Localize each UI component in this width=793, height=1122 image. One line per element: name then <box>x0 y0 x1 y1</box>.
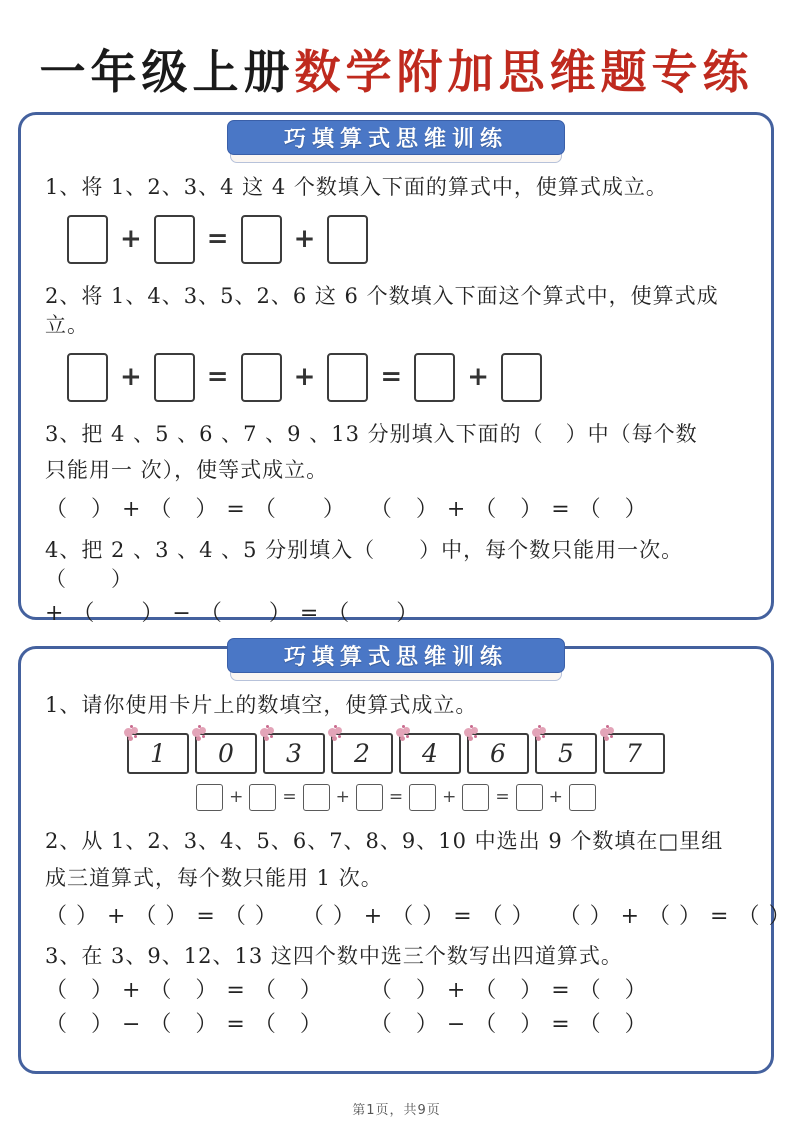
equals-operator: = <box>206 361 229 392</box>
section-2-panel <box>18 644 792 1074</box>
s2-question-1-text: 1、请你使用卡片上的数填空，使算式成立。 <box>45 693 478 717</box>
number-cards-row <box>45 733 747 774</box>
flower-icon <box>532 728 541 737</box>
number-card <box>127 733 189 774</box>
number-card <box>263 733 325 774</box>
answer-box <box>414 353 455 402</box>
card-digit: 0 <box>218 738 234 768</box>
s1-question-2-text: 2、将 1、4、3、5、2、6 这 6 个数填入下面这个算式中，使算式成立。 <box>45 284 719 337</box>
card-digit: 4 <box>422 738 438 768</box>
section-1-panel <box>18 112 774 627</box>
page-title-subject: 数学附加思维题专练 <box>294 45 754 99</box>
section-2-banner-wrap <box>227 638 565 673</box>
flower-icon <box>192 728 201 737</box>
page-title-grade: 一年级上册 <box>39 45 295 99</box>
answer-box <box>356 784 383 811</box>
s1-question-1-equation <box>67 215 747 264</box>
plus-operator: + <box>229 787 244 808</box>
answer-box <box>241 353 282 402</box>
number-card <box>535 733 597 774</box>
s2-question-3-blanks-row2: （ ） − （ ） = （ ） （ ） − （ ） = （ ） <box>45 1011 648 1037</box>
answer-box <box>67 215 108 264</box>
answer-box <box>516 784 543 811</box>
page-indicator: 第1页，共9页 <box>352 1103 441 1118</box>
s1-question-4-text-line1: 4、把 2 、3 、4 、5 分别填入（ ）中，每个数只能用一次。（ ） <box>45 538 684 591</box>
number-card <box>467 733 529 774</box>
s2-question-3-text: 3、在 3、9、12、13 这四个数中选三个数写出四道算式。 <box>45 943 623 968</box>
section-1-body <box>21 115 771 629</box>
s2-question-1-equation <box>45 784 747 811</box>
flower-icon <box>328 728 337 737</box>
plus-operator: + <box>120 361 142 392</box>
answer-box <box>462 784 489 811</box>
answer-box <box>501 353 542 402</box>
section-1-header: 巧填算式思维训练 <box>227 120 565 155</box>
card-digit: 1 <box>150 738 166 768</box>
section-1-banner-wrap <box>227 120 565 155</box>
equals-operator: = <box>282 787 297 808</box>
plus-operator: + <box>467 361 489 392</box>
equals-operator: = <box>495 787 510 808</box>
s2-question-2-text-line1: 2、从 1、2、3、4、5、6、7、8、9、10 中选出 9 个数填在□里组 <box>45 829 724 854</box>
number-card <box>399 733 461 774</box>
answer-box <box>67 353 108 402</box>
card-digit: 6 <box>490 738 506 768</box>
flower-icon <box>396 728 405 737</box>
card-digit: 3 <box>286 738 302 768</box>
card-digit: 7 <box>626 738 642 768</box>
plus-operator: + <box>548 787 563 808</box>
number-card <box>331 733 393 774</box>
equals-operator: = <box>380 361 403 392</box>
equals-operator: = <box>206 224 229 255</box>
flower-icon <box>464 728 473 737</box>
plus-operator: + <box>120 224 142 255</box>
s1-question-3-blanks: （ ） + （ ） = （ ） （ ） + （ ） = （ ） <box>45 496 648 522</box>
s1-question-2-equation <box>67 353 747 402</box>
answer-box <box>241 215 282 264</box>
flower-icon <box>600 728 609 737</box>
answer-box <box>569 784 596 811</box>
section-2-body <box>21 649 792 1039</box>
s1-question-3-text-line2: 只能用一 次），使等式成立。 <box>45 458 329 483</box>
plus-operator: + <box>293 361 316 392</box>
answer-box <box>154 215 195 264</box>
s2-question-2-blanks: （ ） + （ ） = （ ） （ ） + （ ） = （ ） （ ） + （ ） = （ ） <box>45 904 792 930</box>
flower-icon <box>124 728 133 737</box>
answer-box <box>409 784 436 811</box>
equals-operator: = <box>388 787 404 808</box>
s2-question-2-text-line2: 成三道算式，每个数只能用 1 次。 <box>45 865 383 890</box>
page-title <box>0 36 793 102</box>
plus-operator: + <box>293 224 316 255</box>
card-digit: 2 <box>354 738 370 768</box>
number-card <box>603 733 665 774</box>
s1-question-4-blanks: + （ ） − （ ） = （ ） <box>45 601 420 627</box>
s1-question-1-text: 1、将 1、2、3、4 这 4 个数填入下面的算式中，使算式成立。 <box>45 175 668 199</box>
answer-box <box>327 215 368 264</box>
plus-operator: + <box>335 787 350 808</box>
number-card <box>195 733 257 774</box>
section-2-header: 巧填算式思维训练 <box>227 638 565 673</box>
s2-question-3-blanks-row1: （ ） + （ ） = （ ） （ ） + （ ） = （ ） <box>45 978 648 1004</box>
answer-box <box>303 784 330 811</box>
plus-operator: + <box>442 787 457 808</box>
s1-question-3-text-line1: 3、把 4 、5 、6 、7 、9 、13 分别填入下面的（ ）中（每个数 <box>45 422 698 447</box>
answer-box <box>196 784 223 811</box>
answer-box <box>249 784 276 811</box>
answer-box <box>327 353 368 402</box>
flower-icon <box>260 728 269 737</box>
card-digit: 5 <box>558 738 574 768</box>
answer-box <box>154 353 195 402</box>
